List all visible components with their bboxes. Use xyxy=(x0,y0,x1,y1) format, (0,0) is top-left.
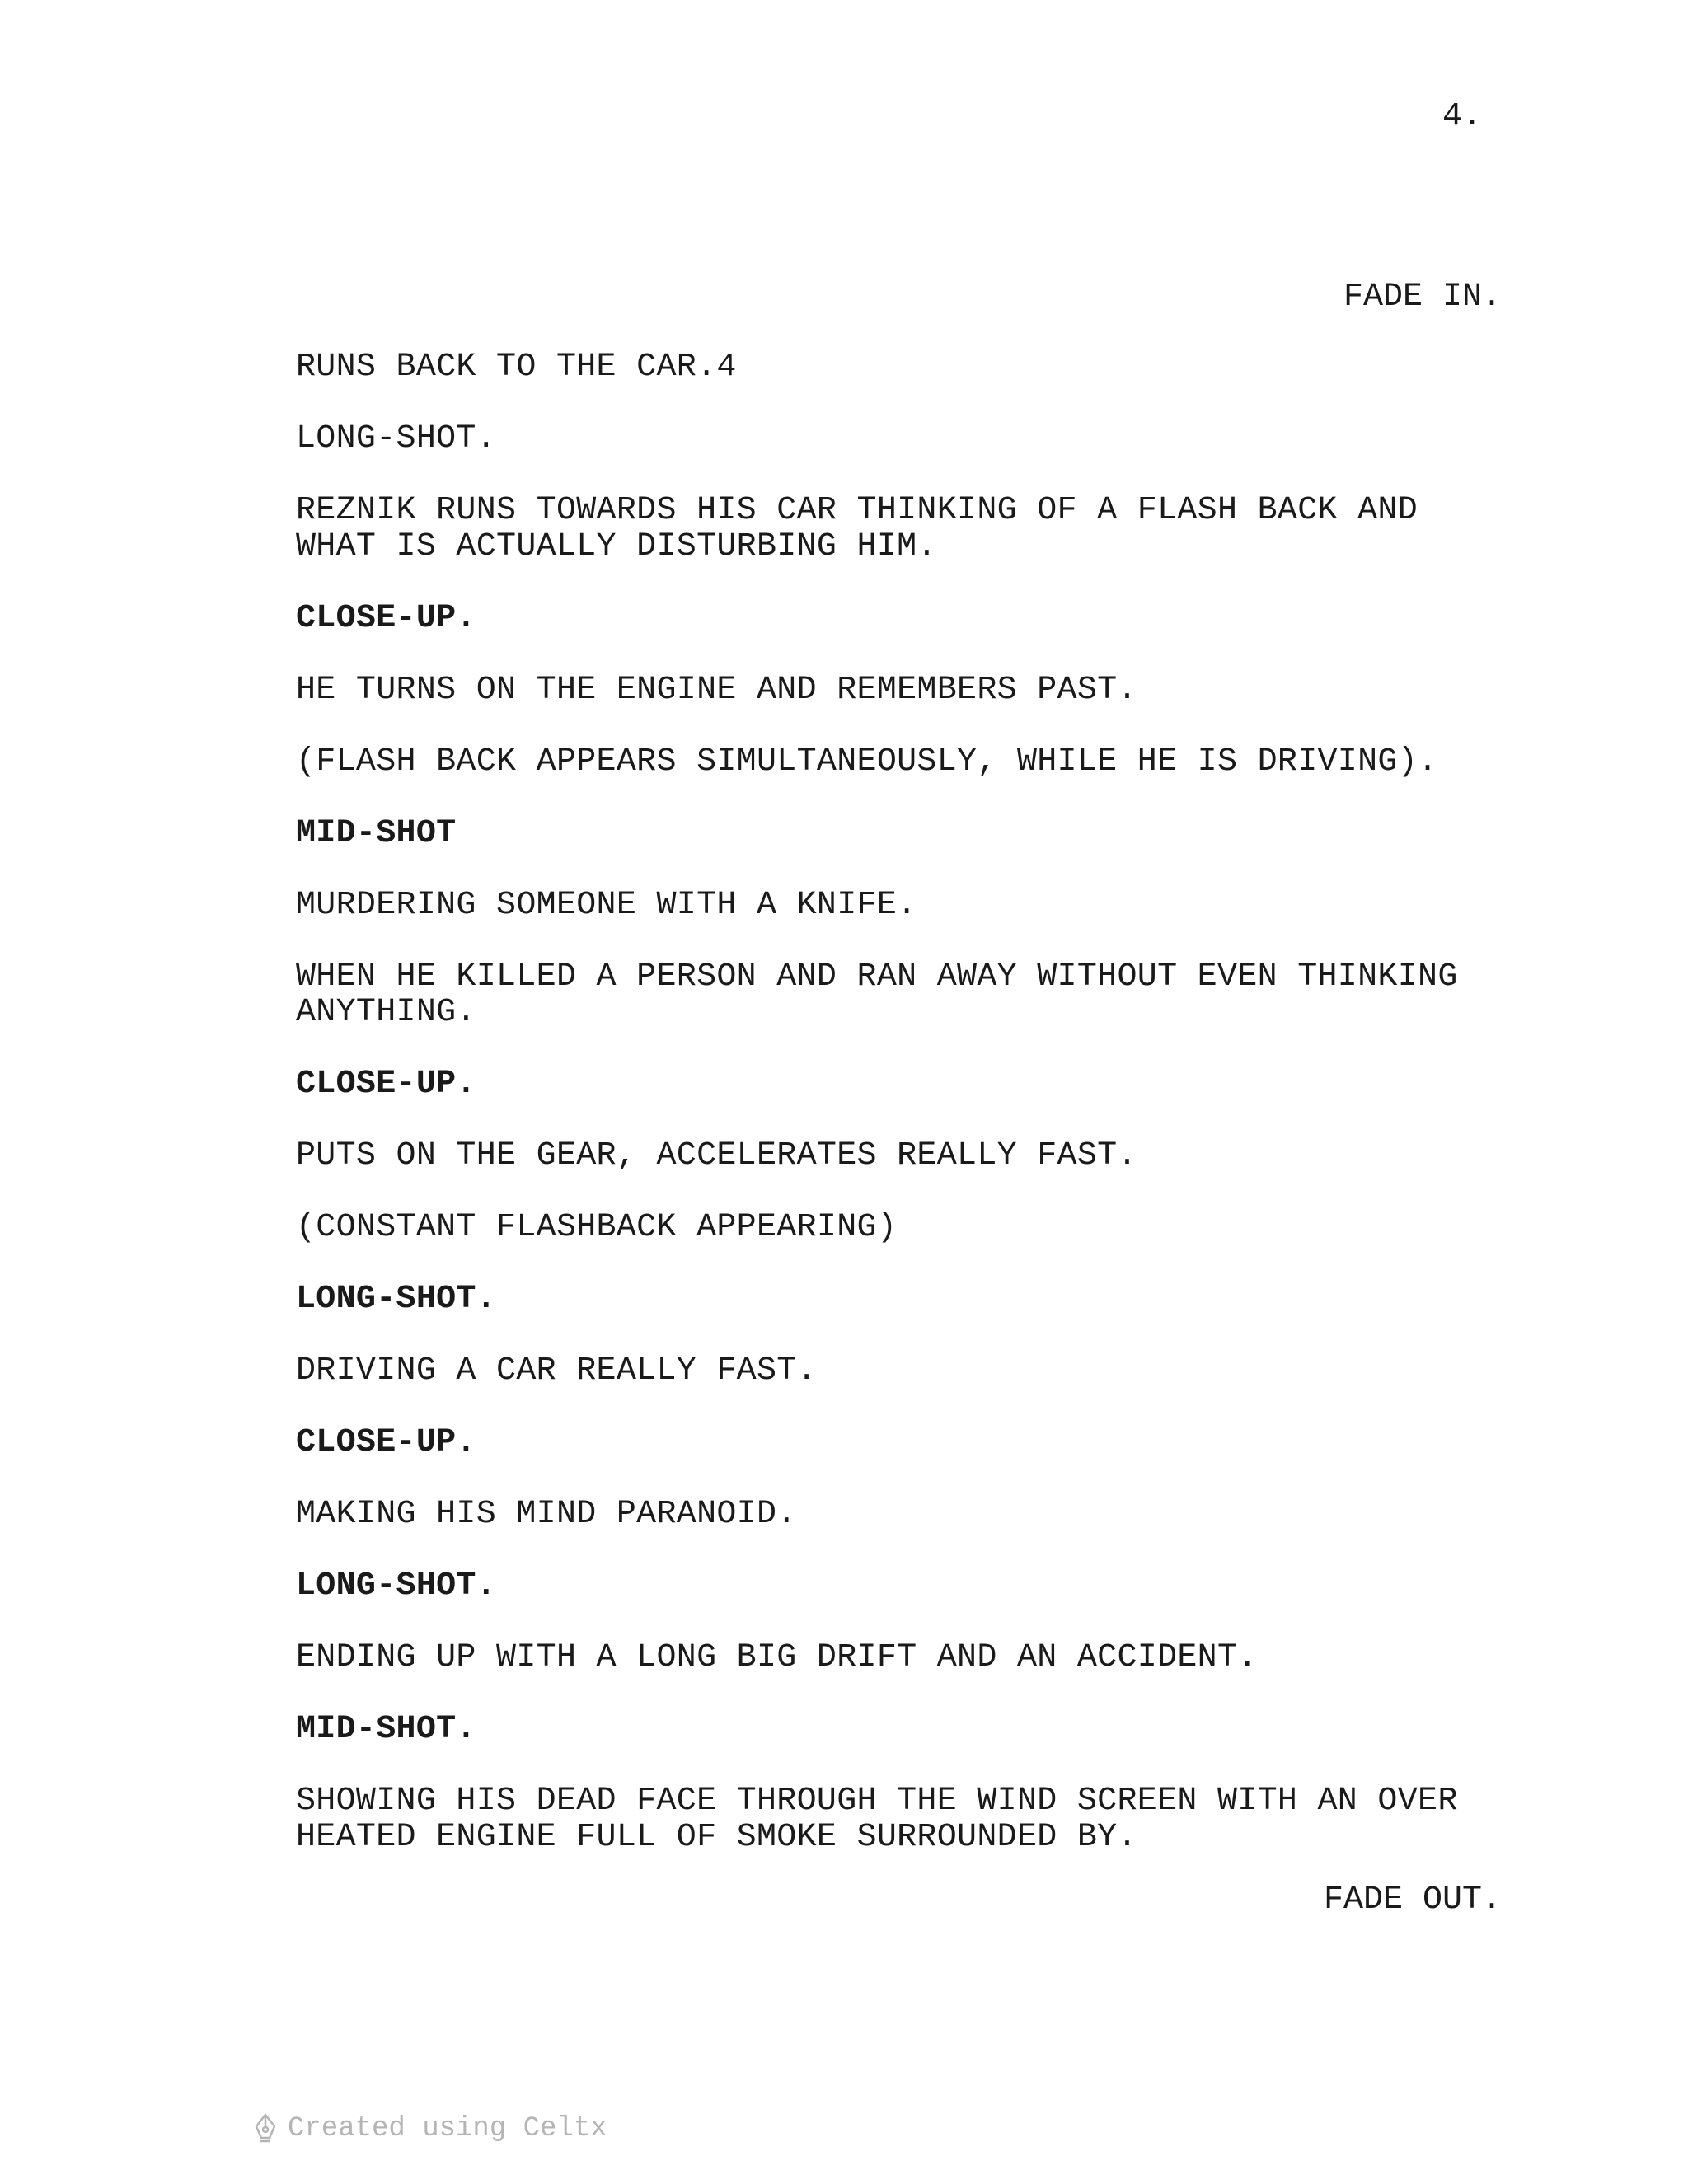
action-line: HE TURNS ON THE ENGINE AND REMEMBERS PAST. xyxy=(296,671,1137,709)
shot-heading: MID-SHOT xyxy=(296,814,457,852)
shot-heading: MID-SHOT. xyxy=(296,1711,476,1748)
action-line: (CONSTANT FLASHBACK APPEARING) xyxy=(296,1209,898,1246)
transition-fade-in: FADE IN. xyxy=(1343,279,1502,316)
action-line: DRIVING A CAR REALLY FAST. xyxy=(296,1352,817,1390)
action-line: LONG-SHOT. xyxy=(296,420,497,457)
action-line: REZNIK RUNS TOWARDS HIS CAR THINKING OF A FLASH BACK AND WHAT IS ACTUALLY DISTURBING HIM. xyxy=(296,492,1438,565)
pen-nib-icon xyxy=(253,2113,278,2144)
page-number: 4. xyxy=(1442,98,1482,135)
action-line: WHEN HE KILLED A PERSON AND RAN AWAY WITHOUT EVEN THINKING ANYTHING. xyxy=(296,958,1478,1031)
action-line: RUNS BACK TO THE CAR.4 xyxy=(296,349,737,386)
shot-heading: CLOSE-UP. xyxy=(296,1424,476,1461)
action-line: MURDERING SOMEONE WITH A KNIFE. xyxy=(296,886,917,924)
footer-text: Created using Celtx xyxy=(288,2113,607,2144)
action-line: PUTS ON THE GEAR, ACCELERATES REALLY FAST. xyxy=(296,1137,1137,1174)
action-line: SHOWING HIS DEAD FACE THROUGH THE WIND SCREEN WITH AN OVER HEATED ENGINE FULL OF SMOKE SURROUNDED BY. xyxy=(296,1783,1478,1856)
action-line: ENDING UP WITH A LONG BIG DRIFT AND AN ACCIDENT. xyxy=(296,1639,1258,1676)
action-line: (FLASH BACK APPEARS SIMULTANEOUSLY, WHILE HE IS DRIVING). xyxy=(296,743,1438,780)
shot-heading: LONG-SHOT. xyxy=(296,1568,497,1605)
shot-heading: LONG-SHOT. xyxy=(296,1281,497,1318)
shot-heading: CLOSE-UP. xyxy=(296,599,476,637)
footer-watermark xyxy=(253,2112,607,2145)
shot-heading: CLOSE-UP. xyxy=(296,1066,476,1103)
script-body xyxy=(296,349,1516,1891)
action-line: MAKING HIS MIND PARANOID. xyxy=(296,1496,797,1533)
transition-fade-out: FADE OUT. xyxy=(1323,1882,1502,1919)
